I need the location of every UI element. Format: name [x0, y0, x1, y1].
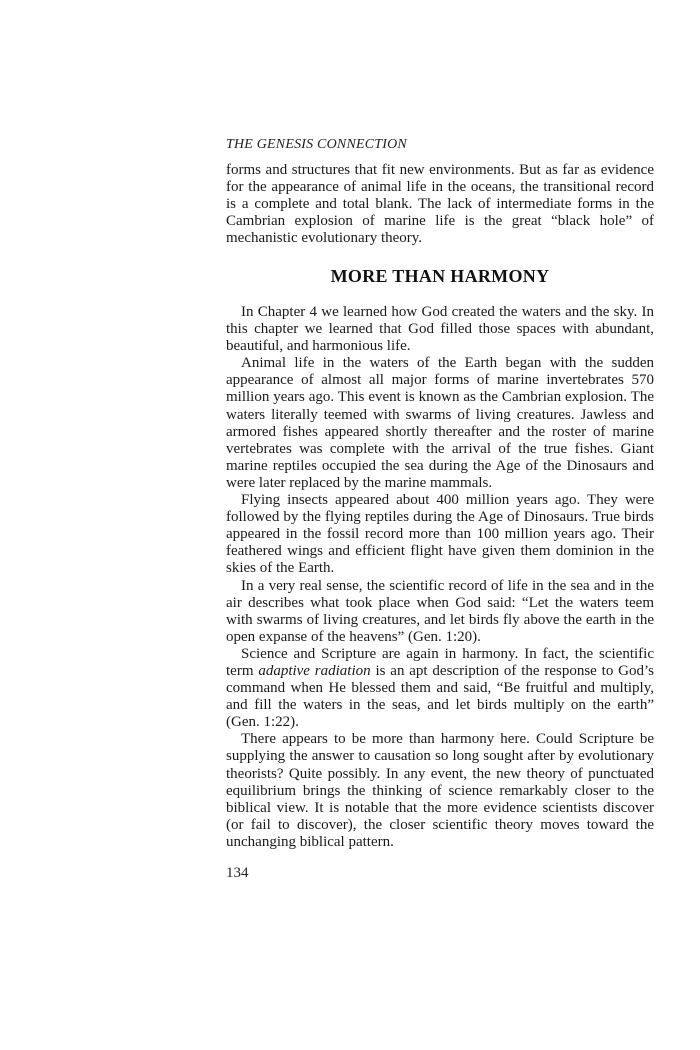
paragraph-4: In a very real sense, the scientific record of life in the sea and in the air describes what took place when God said: “Let the waters teem with swarms of living creatures, and let birds fly above the earth in the open expanse of the heavens” (Gen. 1:20). [226, 577, 654, 645]
running-head: THE GENESIS CONNECTION [226, 137, 407, 152]
paragraph-5-start: Science and Scripture are again in harmony. In fact, the scientific term [226, 645, 654, 679]
page-number: 134 [226, 865, 249, 881]
paragraph-6: There appears to be more than harmony here. Could Scripture be supplying the answer to causation so long sought after by evolutionary theorists? Quite possibly. In any event, the new theory of punctuated equilibrium brings the thinking of science remarkably closer to the biblical view. It is notable that the more evidence scientists discover (or fail to discover), the closer scientific theory moves toward the unchanging biblical pattern. [226, 731, 654, 850]
continued-text [226, 162, 654, 247]
section-heading: MORE THAN HARMONY [330, 266, 550, 286]
italic-term: adaptive radiation [258, 662, 371, 679]
paragraph-continued: forms and structures that fit new environments. But as far as evidence for the appearance of animal life in the oceans, the transitional record is a complete and total blank. The lack of intermediate forms in the Cambrian explosion of marine life is the great “black hole” of mechanistic evolutionary theory. [226, 162, 654, 247]
paragraph-3: Flying insects appeared about 400 million years ago. They were followed by the flying reptiles during the Age of Dinosaurs. True birds appeared in the fossil record more than 100 million years ago. Their feathered wings and efficient flight have given them dominion in the skies of the Earth. [226, 492, 654, 577]
section-body [226, 304, 654, 851]
paragraph-5 [226, 646, 654, 731]
paragraph-5-end: is an apt description of the response to God’s command when He blessed them and said, “Be fruitful and multiply, and fill the waters in the seas, and let birds multiply on the earth” (Gen. 1:22). [226, 662, 654, 731]
paragraph-1: In Chapter 4 we learned how God created the waters and the sky. In this chapter we learned that God filled those spaces with abundant, beautiful, and harmonious life. [226, 304, 654, 355]
paragraph-2: Animal life in the waters of the Earth began with the sudden appearance of almost all major forms of marine invertebrates 570 million years ago. This event is known as the Cambrian explosion. The waters literally teemed with swarms of living creatures. Jawless and armored fishes appeared shortly thereafter and the roster of marine vertebrates was complete with the arrival of the true fishes. Giant marine reptiles occupied the sea during the Age of the Dinosaurs and were later replaced by the marine mammals. [226, 355, 654, 491]
